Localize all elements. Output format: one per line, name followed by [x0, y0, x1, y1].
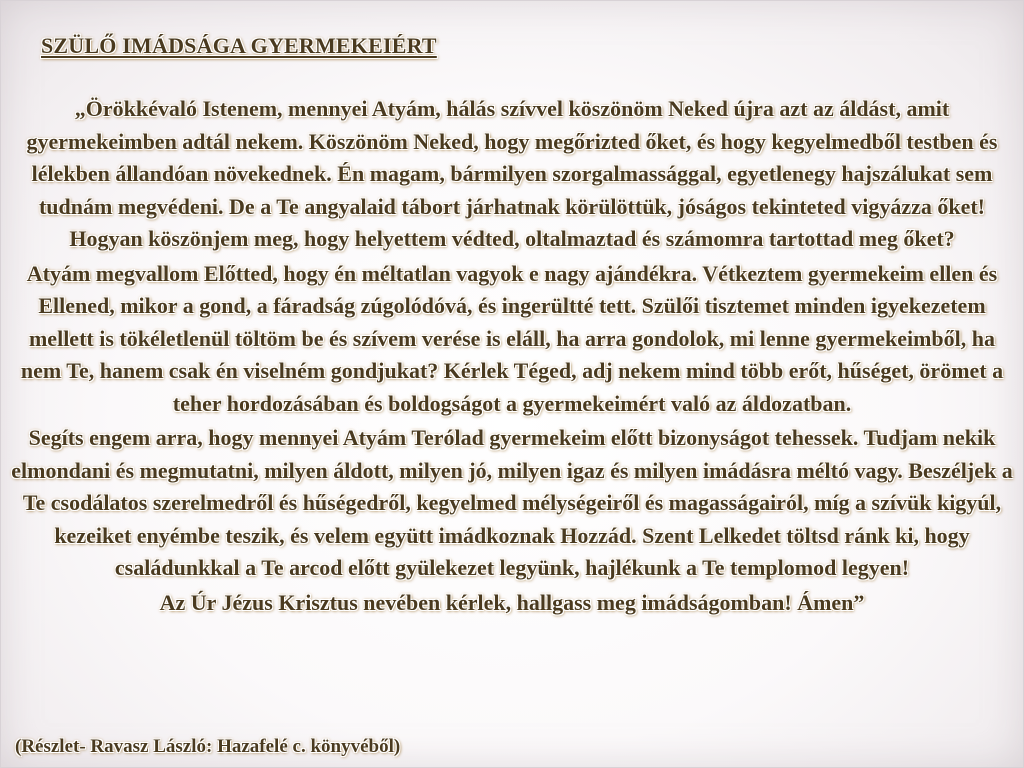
paragraph-4: Az Úr Jézus Krisztus nevében kérlek, hallgass meg imádságomban! Ámen”	[159, 589, 865, 615]
paragraph-2: Atyám megvallom Előtted, hogy én méltatlan vagyok e nagy ajándékra. Vétkeztem gyermekeim ellen és Ellened, mikor a gond, a fáradság zúgolódóvá, és ingerültté tett. Szülői tisztemet minden igyekezetem mellett is tökéletlenül töltöm be és szívem verése is eláll, ha arra gondolok, mi lenne gyermekeimből, ha nem Te, hanem csak én viselném gondjukat? Kérlek Téged, adj nekem mind több erőt, hűséget, örömet a teher hordozásában és boldogságot a gyermekeimért való az áldozatban.	[20, 260, 1004, 416]
paragraph-1: „Örökkévaló Istenem, mennyei Atyám, hálás szívvel köszönöm Neked újra azt az áldást, amit gyermekeimben adtál nekem. Köszönöm Neked, hogy megőrizted őket, és hogy kegyelmedből testben és lélekben állandóan növekednek. Én magam, bármilyen szorgalmassággal, egyetlenegy hajszálukat sem tudnám megvédeni. De a Te angyalaid tábort járhatnak körülöttük, jóságos tekinteted vigyázza őket! Hogyan köszönjem meg, hogy helyettem védted, oltalmaztad és számomra tartottad meg őket?	[26, 96, 998, 251]
page-title: SZÜLŐ IMÁDSÁGA GYERMEKEIÉRT	[41, 33, 437, 58]
source-citation: (Részlet- Ravasz László: Hazafelé c. könyvéből)	[15, 736, 401, 757]
paragraph-3: Segíts engem arra, hogy mennyei Atyám Terólad gyermekeim előtt bizonyságot tehessek. Tudjam nekik elmondani és megmutatni, milyen áldott, milyen jó, milyen igaz és milyen imádásra méltó vagy. Beszéljek a Te csodálatos szerelmedről és hűségedről, kegyelmed mélységeiről és magasságairól, míg a szívük kigyúl, kezeiket enyémbe teszik, és velem együtt imádkoznak Hozzád. Szent Lelkedet töltsd ránk ki, hogy családunkkal a Te arcod előtt gyülekezet legyünk, hajlékunk a Te templomod legyen!	[11, 425, 1013, 580]
prayer-text	[9, 93, 1015, 619]
